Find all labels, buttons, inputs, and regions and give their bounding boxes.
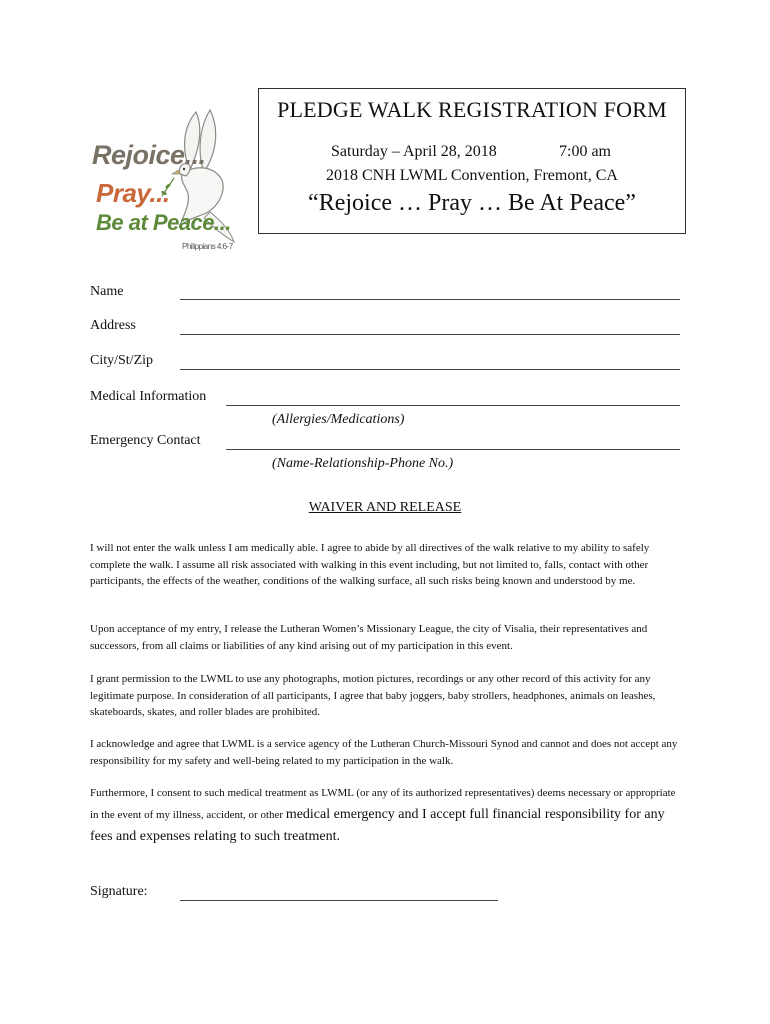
- waiver-paragraph-4: I acknowledge and agree that LWML is a service agency of the Lutheran Church-Missouri Synod and cannot and does not accept any responsibility for my safety and well-being related to my participation in the walk.: [90, 738, 678, 767]
- emergency-contact-field[interactable]: [226, 449, 680, 450]
- city-state-zip-label: City/St/Zip: [90, 353, 154, 368]
- emergency-contact-label: Emergency Contact: [90, 433, 201, 448]
- logo-pray-text: Pray...: [96, 178, 170, 208]
- waiver-paragraph-1: I will not enter the walk unless I am medically able. I agree to abide by all directives of the walk relative to my ability to safely complete the walk. I assume all risk associated with walking in this event including, but not limited to, falls, contact with other participants, the effects of the weather, conditions of the walking surface, all such risks being known and understood by me.: [90, 542, 650, 587]
- medical-info-hint: (Allergies/Medications): [272, 412, 405, 427]
- waiver-paragraph-3: I grant permission to the LWML to use any photographs, motion pictures, recordings or any other record of this activity for any legitimate purpose. In consideration of all participants, I agree that baby joggers, baby strollers, headphones, animals on leashes, skateboards, skates, and roller blades are prohibited.: [90, 673, 656, 718]
- event-time: 7:00 am: [559, 143, 611, 160]
- waiver-paragraph-5: [90, 782, 680, 848]
- waiver-paragraph-5-end: medical emergency and I accept full financial responsibility for any fees and expenses relating to such treatment.: [90, 807, 665, 844]
- waiver-heading-text: WAIVER AND RELEASE: [308, 500, 462, 515]
- signature-field[interactable]: [180, 900, 498, 901]
- address-label: Address: [90, 318, 136, 333]
- logo-rejoice-text: Rejoice...: [92, 140, 206, 170]
- signature-label: Signature:: [90, 884, 148, 899]
- name-label: Name: [90, 284, 124, 299]
- event-theme: “Rejoice … Pray … Be At Peace”: [308, 190, 636, 216]
- waiver-paragraph-2: Upon acceptance of my entry, I release the Lutheran Women’s Missionary League, the city of Visalia, their representatives and successors, from all claims or liabilities of any kind arising out of my participation in this event.: [90, 623, 648, 652]
- event-date: Saturday – April 28, 2018: [331, 143, 497, 160]
- event-convention: 2018 CNH LWML Convention, Fremont, CA: [326, 167, 618, 184]
- medical-info-label: Medical Information: [90, 389, 207, 404]
- address-field[interactable]: [180, 334, 680, 335]
- form-header: [258, 88, 686, 234]
- logo-peace-text: Be at Peace...: [96, 210, 231, 235]
- city-state-zip-field[interactable]: [180, 369, 680, 370]
- emergency-contact-hint: (Name-Relationship-Phone No.): [272, 456, 454, 471]
- rejoice-pray-peace-logo: [86, 108, 246, 258]
- waiver-heading: [0, 500, 770, 516]
- name-field[interactable]: [180, 299, 680, 300]
- form-title: PLEDGE WALK REGISTRATION FORM: [277, 97, 667, 122]
- medical-info-field[interactable]: [226, 405, 680, 406]
- logo-verse: Philippians 4:6-7: [182, 242, 233, 251]
- waiver-paragraph-5-start: Furthermore, I consent to such medical treatment as LWML (or any of its authorized representatives) deems necessary or appropriate in the event of my illness, accident, or other: [90, 787, 676, 821]
